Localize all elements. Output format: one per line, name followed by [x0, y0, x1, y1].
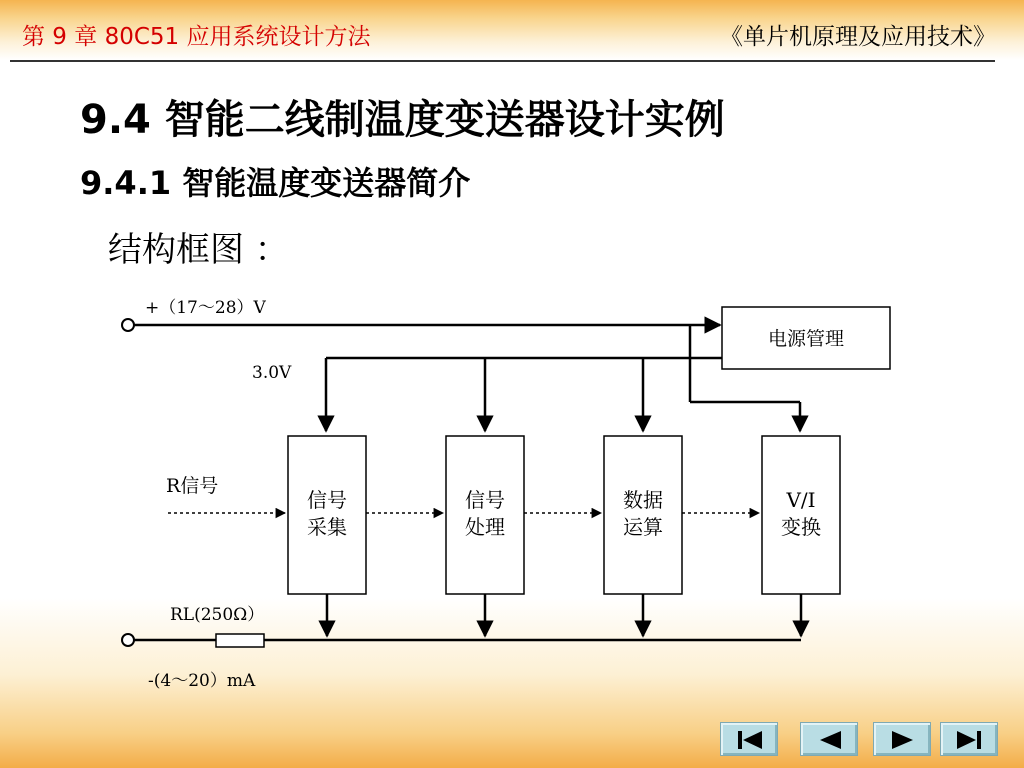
block-4-line2: 变换	[781, 515, 821, 539]
subsection-heading: 9.4.1 智能温度变送器简介	[80, 164, 471, 202]
resistor-label: RL(250Ω）	[170, 605, 265, 625]
next-page-button[interactable]	[873, 722, 931, 756]
supply-voltage-label: +（17～28）V	[145, 298, 266, 318]
power-management-label: 电源管理	[767, 328, 845, 350]
chapter-title: 第 9 章 80C51 应用系统设计方法	[22, 24, 371, 50]
next-page-icon	[874, 723, 932, 757]
input-signal-label: R信号	[166, 475, 219, 497]
block-3-line2: 运算	[623, 515, 663, 539]
block-1-line2: 采集	[307, 515, 347, 539]
structure-heading: 结构框图 ：	[108, 230, 289, 270]
supply-terminal	[122, 319, 134, 331]
previous-page-button[interactable]	[800, 722, 858, 756]
load-resistor	[216, 634, 264, 647]
block-1-line1: 信号	[307, 488, 347, 512]
first-page-button[interactable]	[720, 722, 778, 756]
return-terminal	[122, 634, 134, 646]
vref-label: 3.0V	[252, 363, 292, 383]
block-2-line2: 处理	[465, 515, 505, 539]
block-4-line1: V/I	[786, 488, 816, 512]
block-2-line1: 信号	[465, 488, 505, 512]
first-page-icon	[721, 723, 779, 757]
last-page-button[interactable]	[940, 722, 998, 756]
current-range-label: -(4～20）mA	[148, 671, 256, 691]
book-title: 《单片机原理及应用技术》	[720, 24, 996, 50]
block-3-line1: 数据	[623, 488, 663, 512]
section-heading: 9.4 智能二线制温度变送器设计实例	[80, 97, 725, 143]
last-page-icon	[941, 723, 999, 757]
previous-page-icon	[801, 723, 859, 757]
